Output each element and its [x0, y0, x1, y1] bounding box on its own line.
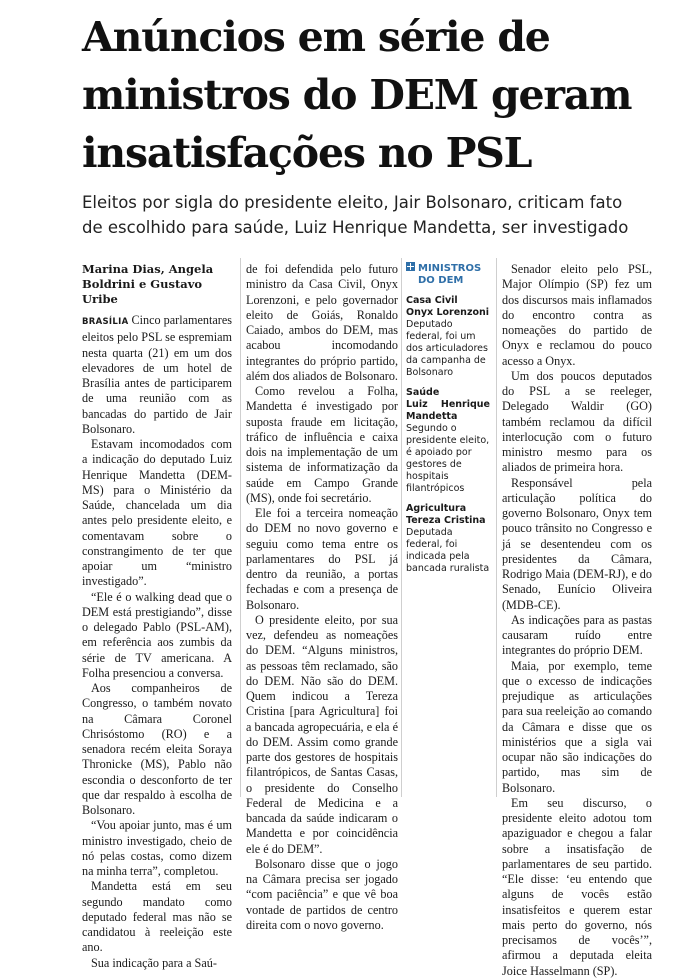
paragraph: de foi defendida pelo futuro ministro da Casa Civil, Onyx Lorenzoni, e pelo governador eleito de Goiás, Ronaldo Caiado, ambos do DEM, mas acabou incomodando integrantes do próprio partido, além dos aliados de Bolsonaro.	[246, 262, 398, 383]
minister-description: Deputada federal, foi indicada pela bancada ruralista	[406, 527, 490, 574]
lead-paragraph	[82, 313, 232, 437]
minister-description: Deputado federal, foi um dos articuladores da campanha de Bolsonaro	[406, 319, 488, 378]
sidebar-entry	[406, 503, 490, 575]
ministry-name: Saúde	[406, 387, 440, 398]
sidebar-entry	[406, 387, 490, 495]
byline: Marina Dias, Angela Boldrini e Gustavo Uribe	[82, 262, 214, 306]
paragraph: Mandetta está em seu segundo mandato como deputado federal mas não se candidatou à reeleição este ano.	[82, 879, 232, 955]
sidebar-title	[406, 262, 490, 287]
headline	[82, 8, 672, 182]
minister-description: Segundo o presidente eleito, é apoiado por gestores de hospitais filantrópicos	[406, 423, 490, 494]
paragraph: Sua indicação para a Saú-	[91, 955, 217, 970]
paragraph: Responsável pela articulação política do governo Bolsonaro, Onyx tem pouco trânsito no Congresso e já se desentendeu com os presidentes da Câmara, Rodrigo Maia (DEM-RJ), e do Senado, Eunício Oliveira (MDB-CE).	[502, 475, 652, 612]
dateline: BRASÍLIA	[82, 317, 129, 327]
paragraph: As indicações para as pastas causaram ruído entre integrantes do próprio DEM.	[502, 612, 652, 658]
paragraph: Um dos poucos deputados do PSL a se reeleger, Delegado Waldir (GO) também reclamou da difícil interlocução com o futuro ministro mesmo para os aliados de primeira hora.	[502, 368, 652, 475]
paragraph: Bolsonaro disse que o jogo na Câmara precisa ser jogado “com paciência” e que vê boa vontade de partidos de centro direita com o novo governo.	[246, 856, 398, 932]
paragraph: O presidente eleito, por sua vez, defendeu as nomeações do DEM. “Alguns ministros, as pessoas têm reclamado, são do DEM. Não são do DEM. Quem indicou a Tereza Cristina [para Agricultura] foi a bancada agropecuária, e ela é do DEM. Assim como grande parte dos gestores de hospitais filantrópicos, de Santas Casas, o presidente do Conselho Federal de Medicina e a bancada da saúde indicaram o Mandetta e por coincidência ele é do DEM”.	[246, 612, 398, 856]
subheadline	[82, 190, 672, 240]
column-divider	[240, 258, 241, 797]
article-column-1	[82, 262, 233, 970]
paragraph: Estavam incomodados com a indicação do deputado Luiz Henrique Mandetta (DEM-MS) para o Ministério da Saúde, chancelada um dia antes pelo presidente eleito, e comentavam sobre o constrangimento de ter que apoiar um “ministro investigado”.	[82, 437, 232, 589]
article-column-2	[246, 262, 398, 932]
column-divider	[401, 258, 402, 797]
paragraph: “Vou apoiar junto, mas é um ministro investigado, cheio de nó pelas costas, como dizem na minha terra”, completou.	[82, 818, 232, 878]
column-divider	[496, 258, 497, 797]
sidebar-ministers	[406, 262, 490, 799]
paragraph: Maia, por exemplo, teme que o excesso de indicações prejudique as articulações para sua reeleição ao comando da Câmara e disse que os ministérios que a sigla vai ocupar não são indicações do partido, mas sim de Bolsonaro.	[502, 658, 652, 795]
headline-line: insatisfações no PSL	[82, 129, 532, 177]
sidebar-title-line: MINISTROS	[418, 263, 482, 274]
paragraph: Senador eleito pelo PSL, Major Olímpio (SP) fez um dos discursos mais inflamados do encontro contra as nomeações do partido de Onyx e reclamou do pouco acesso a Onyx.	[502, 262, 652, 368]
plus-icon	[406, 262, 415, 271]
minister-name: Onyx Lorenzoni	[406, 307, 490, 318]
minister-name: Tereza Cristina	[406, 515, 486, 526]
paragraph: Em seu discurso, o presidente eleito adotou tom apaziguador e chegou a falar sobre a insatisfação de parlamentares de seu partido. “Ele disse: ‘eu entendo que alguns de vocês estão insatisfeitos e querem estar mais perto do governo, nós precisamos de vocês’”, afirmou a deputada eleita Joice Hasselmann (SP).	[502, 795, 652, 978]
ministry-name: Casa Civil	[406, 295, 458, 306]
subheadline-line: Eleitos por sigla do presidente eleito, Jair Bolsonaro, criticam fato	[82, 193, 623, 212]
article-column-4	[502, 262, 652, 978]
paragraph: Aos companheiros de Congresso, o também novato na Câmara Coronel Chrisóstomo (RO) e a senadora recém eleita Soraya Thronicke (MS), Pablo não escondia o desconforto de ter que dar respaldo à escolha de Bolsonaro.	[82, 681, 232, 817]
subheadline-line: de escolhido para saúde, Luiz Henrique Mandetta, ser investigado	[82, 218, 629, 237]
sidebar-entry	[406, 295, 490, 379]
paragraph: “Ele é o walking dead que o DEM está prestigiando”, disse o delegado Pablo (PSL-AM), em referência aos zumbis da série de TV americana. A Folha presenciou a conversa.	[82, 589, 232, 680]
ministry-name: Agricultura	[406, 503, 467, 514]
lead-text: Cinco parlamentares eleitos pelo PSL se espremiam nesta quarta (21) em um dos elevadores de um hotel de Brasília antes de participarem de uma reunião com as bancadas do partido de Jair Bolsonaro.	[82, 313, 233, 436]
headline-line: ministros do DEM geram	[82, 71, 632, 119]
sidebar-title-line: DO DEM	[418, 275, 464, 286]
paragraph: Como revelou a Folha, Mandetta é investigado por suposta fraude em licitação, tráfico de influência e caixa dois na implementação de um sistema de informatização da saúde em Campo Grande (MS), onde foi secretário.	[246, 384, 398, 505]
paragraph: Ele foi a terceira nomeação do DEM no novo governo e seguiu como tema entre os parlamentares do PSL já dentro da reunião, a portas fechadas e com a presença de Bolsonaro.	[246, 506, 398, 612]
headline-line: Anúncios em série de	[82, 13, 550, 61]
minister-name: Luiz Henrique Mandetta	[406, 399, 490, 422]
